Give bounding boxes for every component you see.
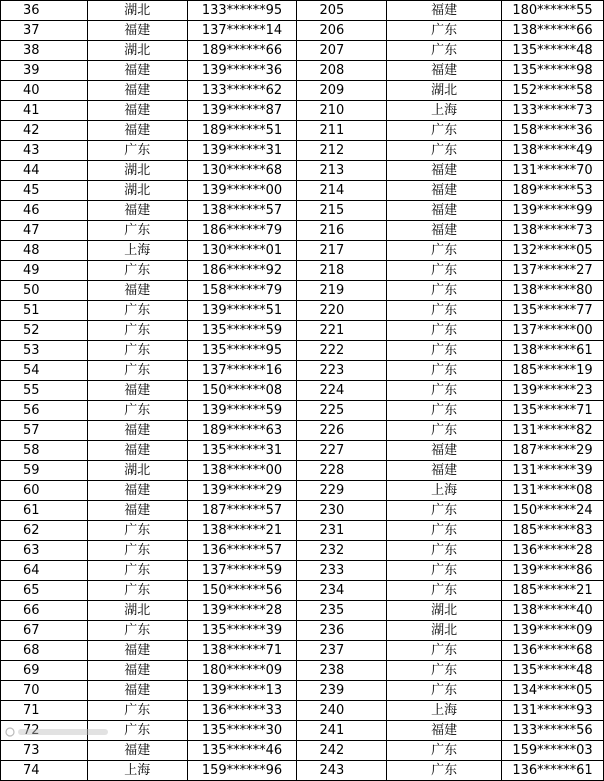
right-number-cell: 225: [297, 401, 387, 421]
left-number-cell: 66: [1, 601, 88, 621]
left-phone-cell: 135******59: [187, 321, 297, 341]
left-phone-cell: 130******68: [187, 161, 297, 181]
right-phone-cell: 185******19: [502, 361, 604, 381]
left-phone-cell: 139******28: [187, 601, 297, 621]
right-number-cell: 224: [297, 381, 387, 401]
left-province-cell: 广东: [87, 401, 187, 421]
table-row: [1, 261, 604, 281]
left-province-cell: 广东: [87, 221, 187, 241]
left-province-cell: 广东: [87, 541, 187, 561]
left-province-cell: 广东: [87, 301, 187, 321]
left-number-cell: 59: [1, 461, 88, 481]
right-number-cell: 215: [297, 201, 387, 221]
table-row: [1, 361, 604, 381]
left-province-cell: 福建: [87, 681, 187, 701]
left-number-cell: 60: [1, 481, 88, 501]
table-row: [1, 61, 604, 81]
left-number-cell: 68: [1, 641, 88, 661]
right-number-cell: 241: [297, 721, 387, 741]
right-province-cell: 福建: [387, 441, 502, 461]
left-province-cell: 广东: [87, 701, 187, 721]
right-province-cell: 上海: [387, 101, 502, 121]
left-number-cell: 42: [1, 121, 88, 141]
left-number-cell: 48: [1, 241, 88, 261]
left-phone-cell: 130******01: [187, 241, 297, 261]
table-row: [1, 481, 604, 501]
table-row: [1, 521, 604, 541]
left-number-cell: 56: [1, 401, 88, 421]
right-phone-cell: 139******09: [502, 621, 604, 641]
left-phone-cell: 138******71: [187, 641, 297, 661]
right-number-cell: 223: [297, 361, 387, 381]
left-province-cell: 广东: [87, 581, 187, 601]
right-province-cell: 广东: [387, 401, 502, 421]
left-phone-cell: 135******31: [187, 441, 297, 461]
right-number-cell: 234: [297, 581, 387, 601]
right-province-cell: 福建: [387, 181, 502, 201]
right-phone-cell: 137******00: [502, 321, 604, 341]
left-number-cell: 54: [1, 361, 88, 381]
right-phone-cell: 135******77: [502, 301, 604, 321]
left-number-cell: 51: [1, 301, 88, 321]
left-phone-cell: 150******56: [187, 581, 297, 601]
right-number-cell: 229: [297, 481, 387, 501]
right-province-cell: 上海: [387, 701, 502, 721]
left-number-cell: 52: [1, 321, 88, 341]
right-province-cell: 福建: [387, 721, 502, 741]
table-row: [1, 161, 604, 181]
table-row: [1, 641, 604, 661]
left-province-cell: 福建: [87, 741, 187, 761]
table-row: [1, 1, 604, 21]
left-phone-cell: 139******59: [187, 401, 297, 421]
left-province-cell: 福建: [87, 21, 187, 41]
table-row: [1, 541, 604, 561]
left-province-cell: 广东: [87, 321, 187, 341]
right-phone-cell: 133******73: [502, 101, 604, 121]
left-phone-cell: 158******79: [187, 281, 297, 301]
right-number-cell: 221: [297, 321, 387, 341]
left-province-cell: 上海: [87, 761, 187, 781]
left-phone-cell: 137******16: [187, 361, 297, 381]
right-province-cell: 上海: [387, 481, 502, 501]
right-number-cell: 243: [297, 761, 387, 781]
right-number-cell: 212: [297, 141, 387, 161]
right-phone-cell: 136******28: [502, 541, 604, 561]
right-phone-cell: 158******36: [502, 121, 604, 141]
right-province-cell: 湖北: [387, 81, 502, 101]
left-phone-cell: 186******79: [187, 221, 297, 241]
right-province-cell: 福建: [387, 161, 502, 181]
right-province-cell: 广东: [387, 521, 502, 541]
right-phone-cell: 131******93: [502, 701, 604, 721]
right-number-cell: 239: [297, 681, 387, 701]
right-phone-cell: 133******56: [502, 721, 604, 741]
right-province-cell: 福建: [387, 201, 502, 221]
right-province-cell: 广东: [387, 21, 502, 41]
right-phone-cell: 135******98: [502, 61, 604, 81]
left-number-cell: 62: [1, 521, 88, 541]
left-province-cell: 广东: [87, 521, 187, 541]
left-number-cell: 47: [1, 221, 88, 241]
left-phone-cell: 136******57: [187, 541, 297, 561]
left-number-cell: 67: [1, 621, 88, 641]
left-phone-cell: 135******46: [187, 741, 297, 761]
right-province-cell: 广东: [387, 261, 502, 281]
left-province-cell: 福建: [87, 121, 187, 141]
left-phone-cell: 135******30: [187, 721, 297, 741]
left-province-cell: 福建: [87, 281, 187, 301]
right-number-cell: 236: [297, 621, 387, 641]
right-number-cell: 214: [297, 181, 387, 201]
left-province-cell: 湖北: [87, 181, 187, 201]
right-province-cell: 广东: [387, 641, 502, 661]
right-province-cell: 广东: [387, 661, 502, 681]
right-number-cell: 220: [297, 301, 387, 321]
left-province-cell: 福建: [87, 381, 187, 401]
left-province-cell: 广东: [87, 261, 187, 281]
right-province-cell: 广东: [387, 561, 502, 581]
table-row: [1, 561, 604, 581]
left-phone-cell: 186******92: [187, 261, 297, 281]
right-phone-cell: 138******49: [502, 141, 604, 161]
left-phone-cell: 136******33: [187, 701, 297, 721]
left-province-cell: 福建: [87, 641, 187, 661]
table-row: [1, 281, 604, 301]
left-number-cell: 65: [1, 581, 88, 601]
table-row: [1, 341, 604, 361]
right-phone-cell: 131******82: [502, 421, 604, 441]
table-row: [1, 621, 604, 641]
right-province-cell: 广东: [387, 121, 502, 141]
table-row: [1, 101, 604, 121]
table-row: [1, 321, 604, 341]
left-province-cell: 湖北: [87, 161, 187, 181]
right-province-cell: 福建: [387, 461, 502, 481]
right-phone-cell: 132******05: [502, 241, 604, 261]
left-number-cell: 40: [1, 81, 88, 101]
right-number-cell: 238: [297, 661, 387, 681]
table-row: [1, 301, 604, 321]
right-number-cell: 217: [297, 241, 387, 261]
table-row: [1, 21, 604, 41]
left-number-cell: 44: [1, 161, 88, 181]
right-number-cell: 213: [297, 161, 387, 181]
left-phone-cell: 139******87: [187, 101, 297, 121]
right-phone-cell: 159******03: [502, 741, 604, 761]
left-phone-cell: 139******31: [187, 141, 297, 161]
right-number-cell: 222: [297, 341, 387, 361]
right-phone-cell: 139******23: [502, 381, 604, 401]
left-number-cell: 36: [1, 1, 88, 21]
left-province-cell: 福建: [87, 201, 187, 221]
left-phone-cell: 189******51: [187, 121, 297, 141]
right-province-cell: 广东: [387, 741, 502, 761]
left-phone-cell: 159******96: [187, 761, 297, 781]
table-row: [1, 421, 604, 441]
right-province-cell: 福建: [387, 61, 502, 81]
left-phone-cell: 139******36: [187, 61, 297, 81]
left-number-cell: 71: [1, 701, 88, 721]
right-province-cell: 湖北: [387, 621, 502, 641]
right-number-cell: 207: [297, 41, 387, 61]
right-province-cell: 广东: [387, 421, 502, 441]
table-row: [1, 121, 604, 141]
right-phone-cell: 135******48: [502, 41, 604, 61]
table-row: [1, 461, 604, 481]
left-province-cell: 广东: [87, 141, 187, 161]
left-number-cell: 45: [1, 181, 88, 201]
left-phone-cell: 139******00: [187, 181, 297, 201]
left-number-cell: 53: [1, 341, 88, 361]
table-row: [1, 201, 604, 221]
right-phone-cell: 131******70: [502, 161, 604, 181]
right-number-cell: 242: [297, 741, 387, 761]
table-row: [1, 441, 604, 461]
right-province-cell: 广东: [387, 581, 502, 601]
left-number-cell: 69: [1, 661, 88, 681]
left-phone-cell: 187******57: [187, 501, 297, 521]
right-phone-cell: 138******66: [502, 21, 604, 41]
right-number-cell: 232: [297, 541, 387, 561]
left-phone-cell: 138******57: [187, 201, 297, 221]
left-phone-cell: 189******66: [187, 41, 297, 61]
right-phone-cell: 139******86: [502, 561, 604, 581]
table-row: [1, 601, 604, 621]
left-phone-cell: 150******08: [187, 381, 297, 401]
right-number-cell: 206: [297, 21, 387, 41]
left-phone-cell: 135******95: [187, 341, 297, 361]
left-province-cell: 福建: [87, 101, 187, 121]
right-province-cell: 广东: [387, 141, 502, 161]
right-number-cell: 227: [297, 441, 387, 461]
table-row: [1, 681, 604, 701]
right-phone-cell: 131******08: [502, 481, 604, 501]
right-province-cell: 广东: [387, 341, 502, 361]
table-row: [1, 701, 604, 721]
table-row: [1, 661, 604, 681]
left-province-cell: 福建: [87, 501, 187, 521]
table-row: [1, 401, 604, 421]
left-number-cell: 73: [1, 741, 88, 761]
left-province-cell: 广东: [87, 721, 187, 741]
right-phone-cell: 136******61: [502, 761, 604, 781]
right-phone-cell: 185******83: [502, 521, 604, 541]
right-province-cell: 广东: [387, 241, 502, 261]
right-phone-cell: 135******71: [502, 401, 604, 421]
right-phone-cell: 185******21: [502, 581, 604, 601]
left-province-cell: 广东: [87, 361, 187, 381]
left-province-cell: 福建: [87, 441, 187, 461]
right-number-cell: 240: [297, 701, 387, 721]
table-row: [1, 501, 604, 521]
left-number-cell: 61: [1, 501, 88, 521]
right-number-cell: 216: [297, 221, 387, 241]
right-phone-cell: 138******80: [502, 281, 604, 301]
left-number-cell: 57: [1, 421, 88, 441]
right-province-cell: 广东: [387, 281, 502, 301]
right-province-cell: 广东: [387, 541, 502, 561]
right-phone-cell: 180******55: [502, 1, 604, 21]
watermark: [4, 723, 114, 741]
right-number-cell: 208: [297, 61, 387, 81]
right-phone-cell: 139******99: [502, 201, 604, 221]
left-number-cell: 64: [1, 561, 88, 581]
right-number-cell: 219: [297, 281, 387, 301]
left-number-cell: 50: [1, 281, 88, 301]
left-province-cell: 福建: [87, 481, 187, 501]
left-phone-cell: 138******00: [187, 461, 297, 481]
right-phone-cell: 136******68: [502, 641, 604, 661]
left-phone-cell: 138******21: [187, 521, 297, 541]
left-phone-cell: 133******62: [187, 81, 297, 101]
right-province-cell: 广东: [387, 681, 502, 701]
right-province-cell: 广东: [387, 41, 502, 61]
right-phone-cell: 187******29: [502, 441, 604, 461]
right-province-cell: 广东: [387, 501, 502, 521]
right-province-cell: 广东: [387, 301, 502, 321]
left-number-cell: 46: [1, 201, 88, 221]
table-row: [1, 241, 604, 261]
left-phone-cell: 139******51: [187, 301, 297, 321]
table-row: [1, 761, 604, 781]
table-row: [1, 181, 604, 201]
left-province-cell: 湖北: [87, 601, 187, 621]
left-phone-cell: 139******29: [187, 481, 297, 501]
table-row: [1, 381, 604, 401]
right-province-cell: 广东: [387, 761, 502, 781]
right-number-cell: 231: [297, 521, 387, 541]
right-number-cell: 210: [297, 101, 387, 121]
left-phone-cell: 137******14: [187, 21, 297, 41]
right-number-cell: 218: [297, 261, 387, 281]
left-number-cell: 41: [1, 101, 88, 121]
left-phone-cell: 139******13: [187, 681, 297, 701]
left-phone-cell: 189******63: [187, 421, 297, 441]
right-number-cell: 209: [297, 81, 387, 101]
watermark-logo-icon: [4, 723, 114, 741]
right-province-cell: 福建: [387, 1, 502, 21]
left-number-cell: 37: [1, 21, 88, 41]
left-province-cell: 上海: [87, 241, 187, 261]
right-phone-cell: 135******48: [502, 661, 604, 681]
left-number-cell: 39: [1, 61, 88, 81]
left-phone-cell: 180******09: [187, 661, 297, 681]
right-province-cell: 广东: [387, 321, 502, 341]
left-province-cell: 福建: [87, 61, 187, 81]
right-number-cell: 228: [297, 461, 387, 481]
right-number-cell: 237: [297, 641, 387, 661]
table-row: [1, 581, 604, 601]
table-row: [1, 81, 604, 101]
left-number-cell: 43: [1, 141, 88, 161]
right-province-cell: 湖北: [387, 601, 502, 621]
right-province-cell: 福建: [387, 221, 502, 241]
right-phone-cell: 150******24: [502, 501, 604, 521]
table-row: [1, 741, 604, 761]
left-number-cell: 49: [1, 261, 88, 281]
right-phone-cell: 131******39: [502, 461, 604, 481]
left-number-cell: 74: [1, 761, 88, 781]
right-phone-cell: 134******05: [502, 681, 604, 701]
right-phone-cell: 137******27: [502, 261, 604, 281]
right-phone-cell: 152******58: [502, 81, 604, 101]
right-phone-cell: 189******53: [502, 181, 604, 201]
left-number-cell: 70: [1, 681, 88, 701]
left-phone-cell: 137******59: [187, 561, 297, 581]
right-number-cell: 211: [297, 121, 387, 141]
right-phone-cell: 138******40: [502, 601, 604, 621]
left-number-cell: 38: [1, 41, 88, 61]
right-phone-cell: 138******61: [502, 341, 604, 361]
right-number-cell: 226: [297, 421, 387, 441]
left-province-cell: 湖北: [87, 461, 187, 481]
right-number-cell: 230: [297, 501, 387, 521]
right-province-cell: 广东: [387, 361, 502, 381]
table-row: [1, 141, 604, 161]
table-row: [1, 41, 604, 61]
left-province-cell: 福建: [87, 81, 187, 101]
left-province-cell: 湖北: [87, 1, 187, 21]
left-phone-cell: 133******95: [187, 1, 297, 21]
left-province-cell: 福建: [87, 421, 187, 441]
right-number-cell: 205: [297, 1, 387, 21]
left-province-cell: 湖北: [87, 41, 187, 61]
left-phone-cell: 135******39: [187, 621, 297, 641]
left-number-cell: 63: [1, 541, 88, 561]
left-number-cell: 55: [1, 381, 88, 401]
left-province-cell: 福建: [87, 661, 187, 681]
table-body: [1, 1, 604, 781]
left-province-cell: 广东: [87, 621, 187, 641]
right-province-cell: 广东: [387, 381, 502, 401]
table-row: [1, 221, 604, 241]
left-province-cell: 广东: [87, 561, 187, 581]
right-number-cell: 233: [297, 561, 387, 581]
left-number-cell: 58: [1, 441, 88, 461]
right-number-cell: 235: [297, 601, 387, 621]
right-phone-cell: 138******73: [502, 221, 604, 241]
left-province-cell: 广东: [87, 341, 187, 361]
